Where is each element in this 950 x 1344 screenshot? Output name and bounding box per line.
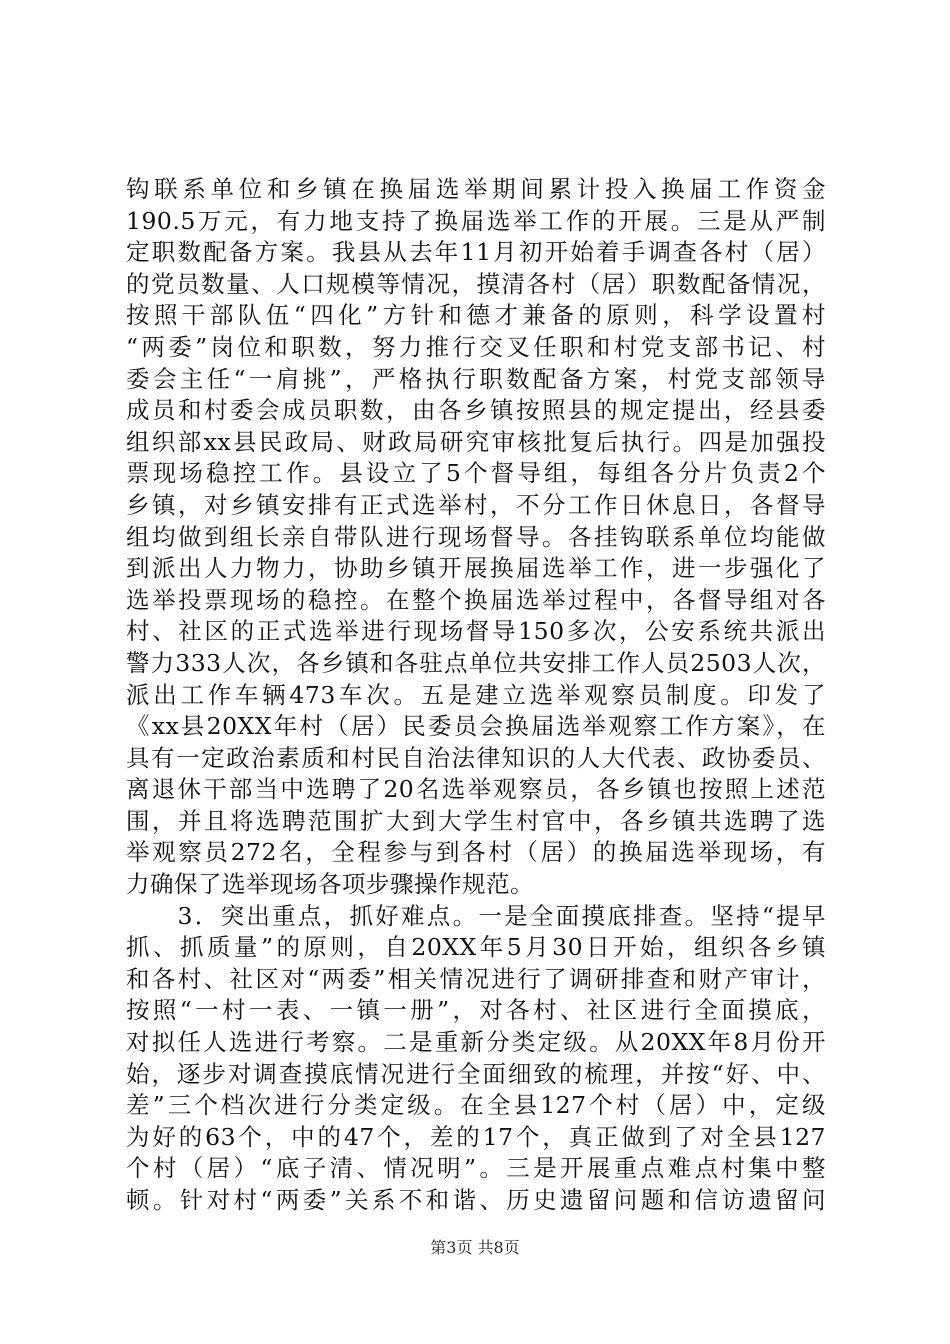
text-line: 抓、抓质量”的原则，自20XX年5月30日开始，组织各乡镇: [126, 933, 826, 962]
text-line: 票现场稳控工作。县设立了5个督导组，每组各分片负责2个: [126, 459, 826, 488]
text-line: 围，并且将选聘范围扩大到大学生村官中，各乡镇共选聘了选: [126, 806, 826, 835]
text-line: 警力333人次，各乡镇和各驻点单位共安排工作人员2503人次，: [126, 648, 826, 677]
text-line: 到派出人力物力，协助乡镇开展换届选举工作，进一步强化了: [126, 554, 826, 583]
text-line: 差”三个档次进行分类定级。在全县127个村（居）中，定级: [126, 1091, 826, 1120]
body-text: [126, 174, 826, 1217]
text-line: 定职数配备方案。我县从去年11月初开始着手调查各村（居）: [126, 238, 826, 267]
text-line: 组均做到组长亲自带队进行现场督导。各挂钩联系单位均能做: [126, 522, 826, 551]
text-line: 乡镇，对乡镇安排有正式选举村，不分工作日休息日，各督导: [126, 490, 826, 519]
text-line: 选举投票现场的稳控。在整个换届选举过程中，各督导组对各: [126, 585, 826, 614]
text-line: 为好的63个，中的47个，差的17个，真正做到了对全县127: [126, 1122, 826, 1151]
text-line: 对拟任人选进行考察。二是重新分类定级。从20XX年8月份开: [126, 1028, 826, 1057]
text-line: 190.5万元，有力地支持了换届选举工作的开展。三是从严制: [126, 206, 826, 235]
text-line: 村、社区的正式选举进行现场督导150多次，公安系统共派出: [126, 617, 826, 646]
text-line: 委会主任“一肩挑”，严格执行职数配备方案，村党支部领导: [126, 364, 826, 393]
text-line: “两委”岗位和职数，努力推行交叉任职和村党支部书记、村: [126, 332, 826, 361]
text-line: 组织部xx县民政局、财政局研究审核批复后执行。四是加强投: [126, 427, 826, 456]
page-footer: 第3页 共8页: [430, 1238, 520, 1257]
text-line: 3．突出重点，抓好难点。一是全面摸底排查。坚持“提早: [126, 901, 826, 930]
text-line: 的党员数量、人口规模等情况，摸清各村（居）职数配备情况，: [126, 269, 826, 298]
text-line: 按照“一村一表、一镇一册”，对各村、社区进行全面摸底，: [126, 996, 826, 1025]
text-line: 个村（居）“底子清、情况明”。三是开展重点难点村集中整: [126, 1154, 826, 1183]
text-line: 成员和村委会成员职数，由各乡镇按照县的规定提出，经县委: [126, 396, 826, 425]
text-line: 按照干部队伍“四化”方针和德才兼备的原则，科学设置村: [126, 301, 826, 330]
text-line: 具有一定政治素质和村民自治法律知识的人大代表、政协委员、: [126, 743, 826, 772]
text-line: 离退休干部当中选聘了20名选举观察员，各乡镇也按照上述范: [126, 775, 826, 804]
text-line: 和各村、社区对“两委”相关情况进行了调研排查和财产审计，: [126, 964, 826, 993]
text-line: 钩联系单位和乡镇在换届选举期间累计投入换届工作资金: [126, 175, 826, 203]
text-line: 顿。针对村“两委”关系不和谐、历史遗留问题和信访遗留问: [126, 1186, 826, 1214]
text-line: 力确保了选举现场各项步骤操作规范。: [126, 870, 534, 899]
text-line: 派出工作车辆473车次。五是建立选举观察员制度。印发了: [126, 680, 826, 709]
text-line: 举观察员272名，全程参与到各村（居）的换届选举现场，有: [126, 838, 826, 867]
text-line: 始，逐步对调查摸底情况进行全面细致的梳理，并按“好、中、: [126, 1059, 826, 1088]
text-line: 《xx县20XX年村（居）民委员会换届选举观察工作方案》，在: [126, 712, 826, 741]
